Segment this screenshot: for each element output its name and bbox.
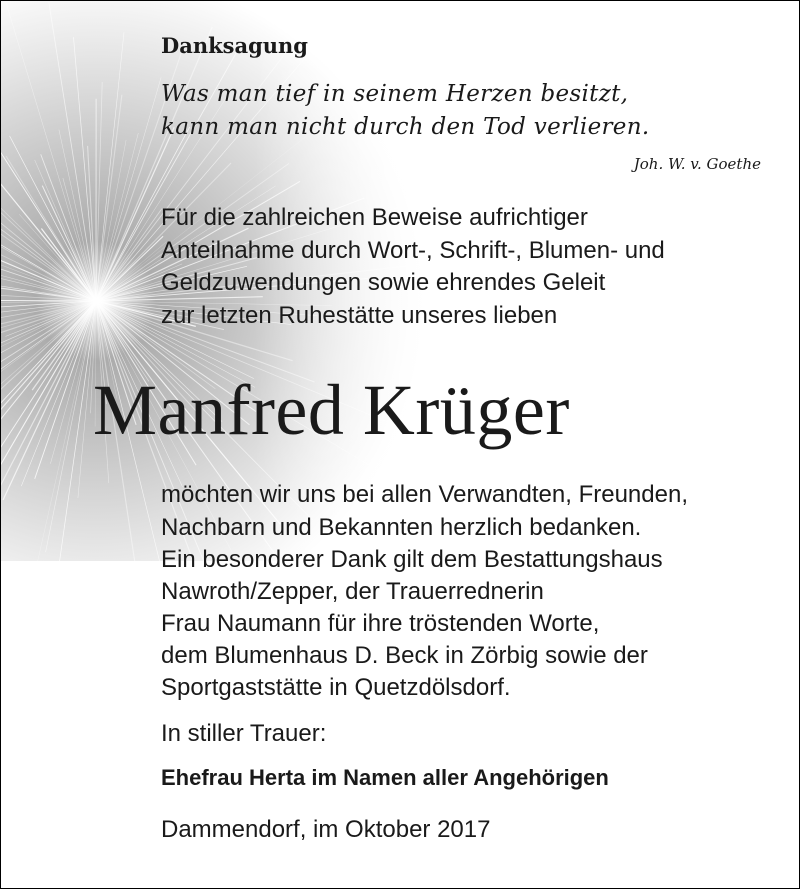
thanks-line: Ein besonderer Dank gilt dem Bestattungshaus [161, 546, 663, 573]
mourning-label: In stiller Trauer: [161, 720, 327, 747]
intro-line: Für die zahlreichen Beweise aufrichtiger [161, 204, 588, 231]
thanks-line: Frau Naumann für ihre tröstenden Worte, [161, 610, 600, 637]
thanks-line: Nachbarn und Bekannten herzlich bedanken. [161, 514, 642, 541]
place-date: Dammendorf, im Oktober 2017 [161, 816, 491, 843]
intro-line: Geldzuwendungen sowie ehrendes Geleit [161, 269, 606, 296]
thanks-line: Sportgaststätte in Quetzdölsdorf. [161, 674, 511, 701]
quote-line: Was man tief in seinem Herzen besitzt, [161, 81, 629, 107]
thanks-line: Nawroth/Zepper, der Trauerrednerin [161, 578, 544, 605]
intro-line: Anteilnahme durch Wort-, Schrift-, Blumen- und [161, 237, 665, 264]
quote-line: kann man nicht durch den Tod verlieren. [161, 114, 650, 140]
thanks-line: möchten wir uns bei allen Verwandten, Freunden, [161, 481, 688, 508]
thanks-line: dem Blumenhaus D. Beck in Zörbig sowie der [161, 642, 648, 669]
signer-line: Ehefrau Herta im Namen aller Angehörigen [161, 765, 609, 790]
intro-line: zur letzten Ruhestätte unseres lieben [161, 302, 558, 329]
quote-author: Joh. W. v. Goethe [633, 155, 761, 173]
heading-danksagung: Danksagung [161, 33, 308, 58]
deceased-name: Manfred Krüger [93, 370, 570, 450]
